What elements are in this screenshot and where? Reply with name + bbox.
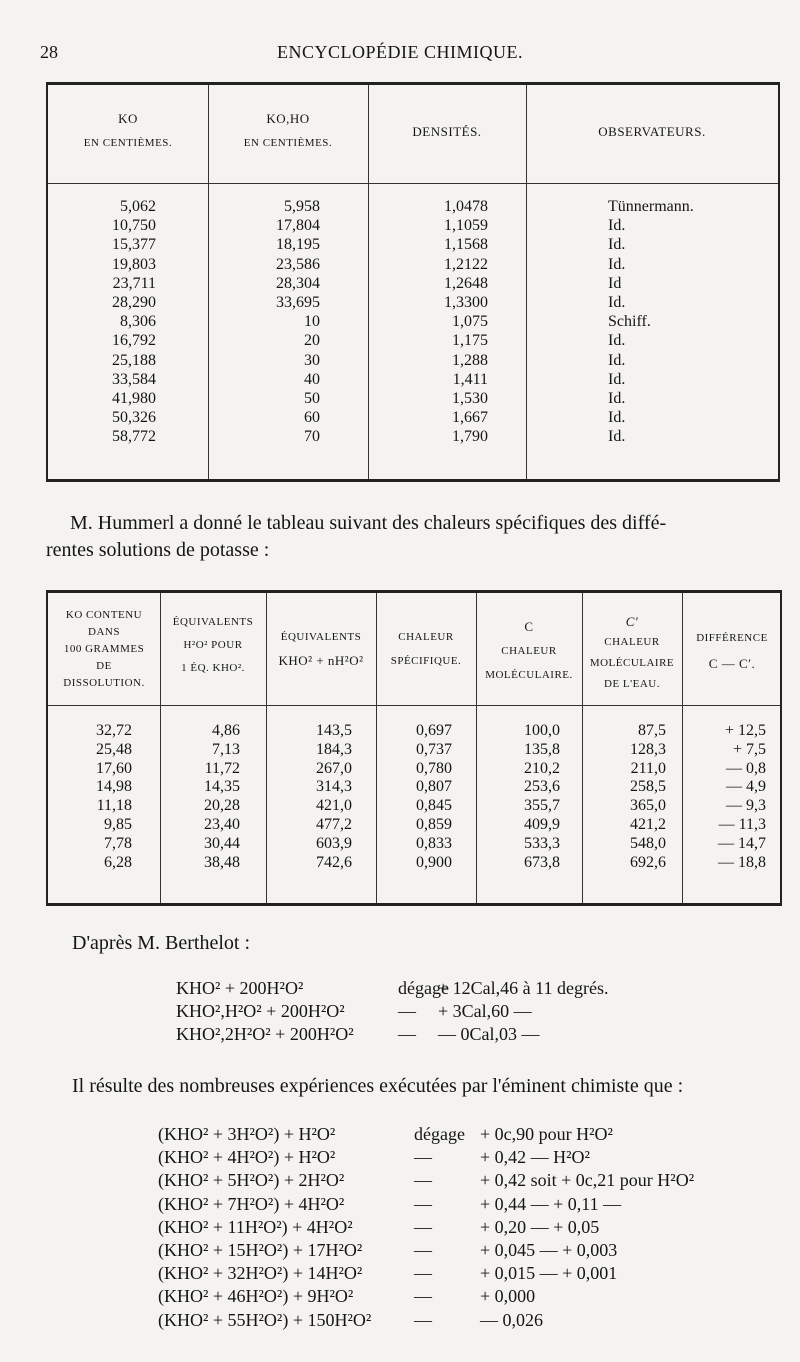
result-value: + 0,42 — H²O² bbox=[480, 1147, 590, 1168]
t1-cell: 1,1568 bbox=[444, 236, 488, 254]
t1-cell: 33,695 bbox=[276, 294, 320, 311]
t1-header-koho: KO,HO EN CENTIÈMES. bbox=[243, 111, 333, 149]
t1-header-densites: DENSITÉS. bbox=[412, 124, 482, 139]
t2-cell: + 12,5 bbox=[724, 722, 766, 739]
t1-cell: 25,188 bbox=[112, 351, 156, 369]
t1-header-observateurs: OBSERVATEURS. bbox=[598, 124, 706, 139]
t1-cell: 19,803 bbox=[112, 255, 156, 273]
t1-cell: 1,288 bbox=[452, 351, 488, 369]
result-formula: (KHO² + 32H²O²) + 14H²O² bbox=[158, 1263, 363, 1284]
result-verb: — bbox=[414, 1170, 432, 1191]
t1-cell: 60 bbox=[304, 409, 320, 427]
result-value: + 0,000 bbox=[480, 1286, 536, 1307]
t2-cell: 30,44 bbox=[204, 834, 240, 852]
t2-cell: — 11,3 bbox=[718, 816, 766, 833]
t1-cell: 1,2122 bbox=[444, 255, 488, 273]
result-value: — 0,026 bbox=[480, 1309, 543, 1330]
t2-cell: — 9,3 bbox=[726, 797, 766, 815]
t1-cell: 40 bbox=[304, 370, 320, 388]
berthelot-value: + 3Cal,60 — bbox=[438, 1001, 532, 1021]
result-formula: (KHO² + 4H²O²) + H²O² bbox=[158, 1147, 336, 1168]
t2-cell: 603,9 bbox=[316, 834, 352, 852]
t2-cell: 355,7 bbox=[524, 797, 560, 815]
result-formula: (KHO² + 7H²O²) + 4H²O² bbox=[158, 1193, 345, 1214]
t2-cell: 409,9 bbox=[524, 816, 560, 833]
t2-cell: 11,72 bbox=[204, 759, 240, 777]
t2-cell: 0,859 bbox=[416, 816, 452, 833]
result-value: + 0,045 — + 0,003 bbox=[480, 1240, 618, 1260]
t1-cell: Id. bbox=[608, 390, 626, 407]
t1-cell: 23,711 bbox=[112, 274, 156, 292]
t1-cell: 15,377 bbox=[112, 236, 156, 254]
t2-cell: 421,0 bbox=[316, 797, 352, 815]
t2-cell: 692,6 bbox=[630, 853, 666, 871]
t2-header-chaleur-moleculaire: C CHALEUR MOLÉCULAIRE. bbox=[485, 619, 573, 681]
result-value: + 0,20 — + 0,05 bbox=[480, 1216, 600, 1237]
t2-cell: 4,86 bbox=[212, 722, 240, 739]
result-verb: — bbox=[414, 1216, 432, 1237]
t2-cell: 38,48 bbox=[204, 853, 240, 871]
t2-cell: 143,5 bbox=[316, 722, 352, 739]
t1-cell: Id. bbox=[608, 351, 626, 369]
t2-cell: — 4,9 bbox=[726, 778, 766, 796]
t2-cell: — 0,8 bbox=[726, 759, 766, 777]
t2-header-equivalents-kho: ÉQUIVALENTS KHO² + nH²O² bbox=[278, 631, 364, 668]
specific-heat-table bbox=[46, 590, 782, 906]
berthelot-formula: KHO² + 200H²O² bbox=[176, 978, 304, 998]
t2-cell: 0,833 bbox=[416, 834, 452, 852]
result-verb: — bbox=[414, 1309, 432, 1330]
berthelot-formula: KHO²,H²O² + 200H²O² bbox=[176, 1001, 345, 1021]
t1-cell: 41,980 bbox=[112, 390, 156, 407]
t1-cell: 1,0478 bbox=[444, 198, 488, 215]
t2-cell: 0,845 bbox=[416, 797, 452, 815]
t2-cell: 14,35 bbox=[204, 778, 240, 796]
berthelot-value: + 12Cal,46 à 11 degrés. bbox=[438, 978, 609, 998]
t2-cell: 0,900 bbox=[416, 853, 452, 871]
t2-cell: 533,3 bbox=[524, 834, 560, 852]
t2-cell: 258,5 bbox=[630, 778, 666, 796]
density-table bbox=[46, 82, 780, 482]
t1-cell: Id bbox=[608, 274, 622, 292]
t2-header-difference: DIFFÉRENCE C — C′. bbox=[696, 632, 768, 671]
page-number: 28 bbox=[40, 42, 58, 62]
t1-cell: 50 bbox=[304, 390, 320, 407]
t2-cell: 11,18 bbox=[96, 797, 132, 815]
t1-cell: Tünnermann. bbox=[608, 198, 694, 215]
t2-cell: 477,2 bbox=[316, 816, 352, 833]
t1-cell: Id. bbox=[608, 217, 626, 235]
t1-cell: 10,750 bbox=[112, 217, 156, 235]
t1-cell: 30 bbox=[304, 351, 320, 369]
result-value: + 0c,90 pour H²O² bbox=[480, 1124, 613, 1144]
result-formula: (KHO² + 5H²O²) + 2H²O² bbox=[158, 1170, 345, 1191]
t1-cell: Id. bbox=[608, 428, 626, 446]
t1-cell: 16,792 bbox=[112, 332, 156, 350]
t2-cell: 25,48 bbox=[96, 740, 132, 758]
t1-cell: Schiff. bbox=[608, 313, 651, 331]
t1-cell: 10 bbox=[304, 313, 320, 331]
para-hummerl: M. Hummerl a donné le tableau suivant des chaleurs spécifiques des diffé- bbox=[70, 512, 667, 534]
t1-cell: 28,290 bbox=[112, 294, 156, 311]
t2-cell: 135,8 bbox=[524, 740, 560, 758]
berthelot-verb: dégage bbox=[398, 978, 449, 998]
berthelot-verb: — bbox=[398, 1024, 416, 1044]
para-berthelot: D'après M. Berthelot : bbox=[72, 932, 251, 954]
result-formula: (KHO² + 15H²O²) + 17H²O² bbox=[158, 1240, 363, 1260]
t1-cell: Id. bbox=[608, 236, 626, 254]
t2-cell: 0,737 bbox=[416, 740, 452, 758]
t2-cell: 742,6 bbox=[316, 853, 352, 871]
result-value: + 0,42 soit + 0c,21 pour H²O² bbox=[480, 1170, 695, 1191]
t2-cell: + 7,5 bbox=[732, 740, 766, 758]
t2-cell: — 18,8 bbox=[718, 853, 766, 871]
t1-cell: Id. bbox=[608, 294, 626, 311]
t2-cell: 267,0 bbox=[316, 759, 352, 777]
t2-cell: 184,3 bbox=[316, 740, 352, 758]
t2-cell: 253,6 bbox=[524, 778, 560, 796]
t2-cell: 211,0 bbox=[630, 759, 666, 777]
t1-cell: 5,062 bbox=[120, 198, 156, 215]
t2-cell: — 14,7 bbox=[718, 834, 766, 852]
t2-cell: 421,2 bbox=[630, 816, 666, 833]
t2-header-chaleur-eau: C′ CHALEUR MOLÉCULAIRE DE L'EAU. bbox=[589, 614, 675, 690]
t1-cell: Id. bbox=[608, 370, 626, 388]
para-results: Il résulte des nombreuses expériences exécutées par l'éminent chimiste que : bbox=[72, 1075, 684, 1097]
t1-cell: 1,1059 bbox=[444, 217, 488, 235]
t1-cell: 18,195 bbox=[276, 236, 320, 254]
result-verb: dégage bbox=[414, 1124, 465, 1144]
t1-cell: 1,075 bbox=[452, 313, 488, 331]
result-formula: (KHO² + 46H²O²) + 9H²O² bbox=[158, 1286, 354, 1307]
para-hummerl-cont: rentes solutions de potasse : bbox=[46, 539, 270, 561]
result-formula: (KHO² + 11H²O²) + 4H²O² bbox=[158, 1216, 353, 1237]
t1-cell: 33,584 bbox=[112, 370, 156, 388]
t2-cell: 6,28 bbox=[104, 853, 132, 871]
t1-cell: 20 bbox=[304, 332, 320, 350]
t1-cell: 1,3300 bbox=[444, 294, 488, 311]
t2-cell: 32,72 bbox=[96, 722, 132, 739]
t2-cell: 87,5 bbox=[638, 722, 666, 739]
t1-cell: 17,804 bbox=[276, 217, 320, 235]
t1-cell: 70 bbox=[304, 428, 320, 446]
result-verb: — bbox=[414, 1240, 432, 1260]
t2-cell: 0,697 bbox=[416, 722, 452, 739]
berthelot-value: — 0Cal,03 — bbox=[438, 1024, 540, 1044]
t2-header-chaleur-specifique: CHALEUR SPÉCIFIQUE. bbox=[390, 631, 462, 667]
t2-cell: 0,807 bbox=[416, 778, 452, 796]
t1-cell: 1,411 bbox=[452, 370, 488, 388]
t1-cell: 50,326 bbox=[112, 409, 156, 427]
t1-cell: Id. bbox=[608, 255, 626, 273]
t2-cell: 23,40 bbox=[204, 816, 240, 833]
t1-cell: 5,958 bbox=[284, 198, 320, 215]
t2-cell: 365,0 bbox=[630, 797, 666, 815]
t1-cell: 28,304 bbox=[276, 274, 320, 292]
t1-cell: 1,175 bbox=[452, 332, 488, 350]
t2-cell: 548,0 bbox=[630, 834, 666, 852]
t2-header-ko: KO CONTENU DANS 100 GRAMMES DE DISSOLUTION. bbox=[63, 609, 145, 689]
t2-cell: 7,78 bbox=[104, 834, 132, 852]
t2-cell: 210,2 bbox=[524, 759, 560, 777]
t1-cell: 1,667 bbox=[452, 409, 488, 427]
t2-cell: 14,98 bbox=[96, 778, 132, 796]
result-verb: — bbox=[414, 1286, 432, 1307]
t1-cell: Id. bbox=[608, 332, 626, 350]
berthelot-verb: — bbox=[398, 1001, 416, 1021]
t1-cell: 1,530 bbox=[452, 390, 488, 407]
t1-cell: 1,790 bbox=[452, 428, 488, 446]
t2-cell: 100,0 bbox=[524, 722, 560, 739]
t1-header-ko: KO EN CENTIÈMES. bbox=[83, 111, 173, 149]
t2-cell: 673,8 bbox=[524, 853, 560, 871]
result-formula: (KHO² + 3H²O²) + H²O² bbox=[158, 1124, 336, 1144]
t1-cell: 1,2648 bbox=[444, 274, 488, 292]
t2-cell: 9,85 bbox=[104, 816, 132, 833]
t1-cell: 8,306 bbox=[120, 313, 156, 331]
t2-cell: 20,28 bbox=[204, 797, 240, 815]
t2-cell: 128,3 bbox=[630, 740, 666, 758]
t1-cell: 58,772 bbox=[112, 428, 156, 446]
t2-cell: 314,3 bbox=[316, 778, 352, 796]
t1-cell: Id. bbox=[608, 409, 626, 427]
result-verb: — bbox=[414, 1263, 432, 1284]
result-value: + 0,44 — + 0,11 — bbox=[480, 1193, 622, 1214]
page-title: ENCYCLOPÉDIE CHIMIQUE. bbox=[277, 42, 523, 62]
t1-cell: 23,586 bbox=[276, 255, 320, 273]
result-formula: (KHO² + 55H²O²) + 150H²O² bbox=[158, 1309, 372, 1330]
berthelot-formula: KHO²,2H²O² + 200H²O² bbox=[176, 1024, 354, 1044]
t2-cell: 17,60 bbox=[96, 759, 132, 777]
result-verb: — bbox=[414, 1147, 432, 1168]
t2-header-equivalents: ÉQUIVALENTS H²O² POUR 1 ÉQ. KHO². bbox=[172, 616, 254, 674]
result-value: + 0,015 — + 0,001 bbox=[480, 1263, 618, 1284]
t2-cell: 0,780 bbox=[416, 759, 452, 777]
result-verb: — bbox=[414, 1193, 432, 1214]
t2-cell: 7,13 bbox=[212, 740, 240, 758]
